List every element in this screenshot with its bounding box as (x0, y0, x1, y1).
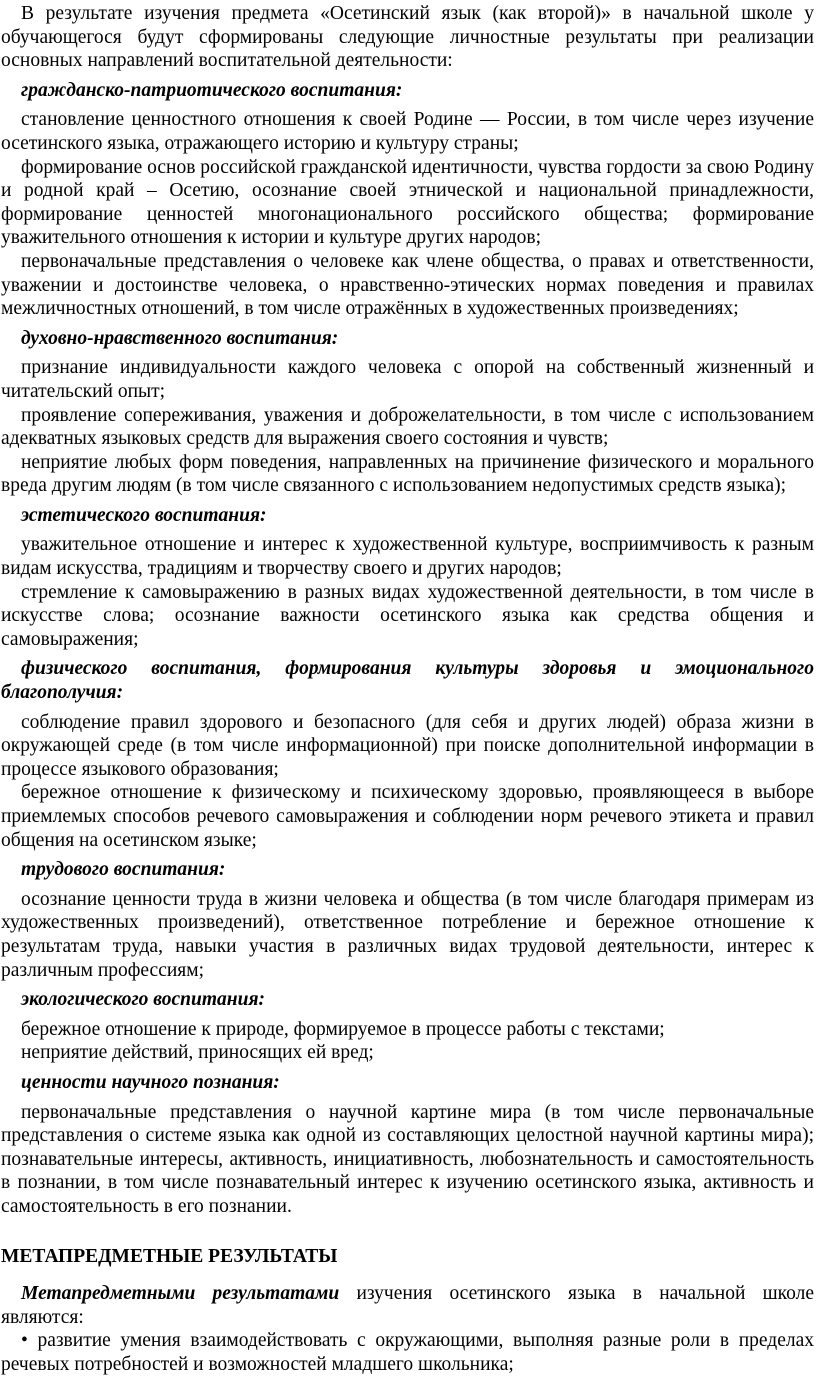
list-item: бережное отношение к физическому и психическому здоровью, проявляющееся в выборе приемлемых способов речевого самовыражения и соблюдении норм речевого этикета и правил общения на осетинском языке; (1, 782, 814, 851)
list-item: формирование основ российской гражданской идентичности, чувства гордости за свою Родину и родной край – Осетию, осознание своей этнической и национальной принадлежности, формирование ценностей многонационального российского общества; формирование уважительного отношения к истории и культуре других народов; (1, 156, 814, 249)
list-item: первоначальные представления о человеке как члене общества, о правах и ответственности, уважении и достоинстве человека, о нравственно-этических нормах поведения и правилах межличностных отношений, в том числе отражённых в художественных произведениях; (1, 250, 814, 320)
list-item: неприятие любых форм поведения, направленных на причинение физического и морального вреда другим людям (в том числе связанного с использованием недопустимых средств языка); (1, 451, 814, 497)
section-heading-aesthetic: эстетического воспитания: (21, 504, 267, 526)
list-item: первоначальные представления о научной картине мира (в том числе первоначальные представления о системе языка как одной из составляющих целостной научной картины мира); познавательные интересы, активность, инициативность, любознательность и самостоятельность в познании, в том числе познавательный интерес к изучению осетинского языка, активность и самостоятельность в его познании. (1, 1101, 814, 1217)
section-heading-spiritual: духовно-нравственного воспитания: (21, 327, 339, 349)
metasubject-lead-emphasis: Метапредметными результатами (21, 1283, 340, 1305)
metasubject-lead-text: изучения осетинского языка в начальной школе являются: (1, 1283, 814, 1328)
list-item: осознание ценности труда в жизни человека и общества (в том числе благодаря примерам из художественных произведений), ответственное потребление и бережное отношение к результатам труда, навыки участия в различных видах трудовой деятельности, интерес к различным профессиям; (1, 888, 814, 981)
metasubject-bullet-item: • развитие умения взаимодействовать с окружающими, выполняя разные роли в пределах речевых потребностей и возможностей младшего школьника; (1, 1330, 814, 1375)
list-item: становление ценностного отношения к своей Родине — России, в том числе через изучение осетинского языка, отражающего историю и культуру страны; (1, 109, 814, 154)
list-item: бережное отношение к природе, формируемое в процессе работы с текстами; (21, 1018, 665, 1040)
section-heading-ecological: экологического воспитания: (21, 989, 265, 1011)
section-heading-physical: физического воспитания, формирования культуры здоровья и эмоционального благополучия: (1, 658, 814, 704)
list-item: проявление сопереживания, уважения и доброжелательности, в том числе с использованием адекватных языковых средств для выражения своего состояния и чувств; (1, 404, 814, 450)
metasubject-lead-paragraph (1, 1282, 814, 1329)
list-item: признание индивидуальности каждого человека с опорой на собственный жизненный и читательский опыт; (1, 357, 814, 402)
list-item: стремление к самовыражению в разных видах художественной деятельности, в том числе в искусстве слова; осознание важности осетинского языка как средства общения и самовыражения; (1, 581, 814, 650)
section-heading-civic: гражданско-патриотического воспитания: (21, 79, 403, 101)
section-heading-science: ценности научного познания: (21, 1071, 280, 1093)
list-item: соблюдение правил здорового и безопасного (для себя и других людей) образа жизни в окружающей среде (в том числе информационной) при поиске дополнительной информации в процессе языкового образования; (1, 711, 814, 780)
intro-paragraph: В результате изучения предмета «Осетинский язык (как второй)» в начальной школе у обучающегося будут сформированы следующие личностные результаты при реализации основных направлений воспитательной деятельности: (1, 3, 814, 72)
section-heading-labor: трудового воспитания: (21, 859, 226, 881)
list-item: неприятие действий, приносящих ей вред; (21, 1042, 374, 1064)
metasubject-results-title: МЕТАПРЕДМЕТНЫЕ РЕЗУЛЬТАТЫ (1, 1245, 338, 1267)
list-item: уважительное отношение и интерес к художественной культуре, восприимчивость к разным видам искусства, традициям и творчеству своего и других народов; (1, 534, 814, 580)
